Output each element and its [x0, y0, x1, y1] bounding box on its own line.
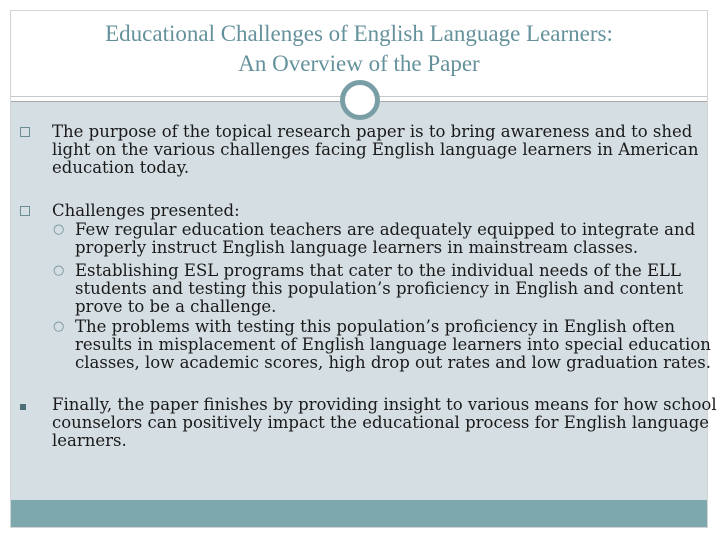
ring-bullet-icon: ○	[53, 263, 65, 278]
ring-bullet-icon: ○	[53, 222, 65, 237]
sub-bullet-teachers-line-1: Few regular education teachers are adequately equipped to integrate and	[75, 220, 696, 239]
sub-bullet-esl-line-1: Establishing ESL programs that cater to the individual needs of the ELL	[75, 261, 681, 280]
sub-bullet-testing-line-2: results in misplacement of English language learners into special education	[75, 335, 711, 354]
square-bullet-icon	[20, 396, 36, 414]
sub-bullet-testing-line-3: classes, low academic scores, high drop out rates and low graduation rates.	[75, 353, 711, 372]
sub-bullet-esl-line-3: prove to be a challenge.	[75, 297, 277, 316]
footer-bar	[11, 500, 707, 527]
checkbox-bullet-icon	[20, 202, 36, 220]
bullet-purpose-line-2: light on the various challenges facing English language learners in American	[52, 140, 699, 159]
sub-bullet-esl-line-2: students and testing this population’s proficiency in English and content	[75, 279, 684, 298]
ring-bullet-icon: ○	[53, 319, 65, 334]
bullet-finally-line-1: Finally, the paper finishes by providing insight to various means for how school	[52, 395, 717, 414]
sub-bullet-testing-line-1: The problems with testing this population’s proficiency in English often	[75, 317, 676, 336]
bullet-challenges-heading: Challenges presented:	[52, 201, 240, 220]
title-line-1: Educational Challenges of English Language Learners:	[105, 21, 613, 46]
title-line-2: An Overview of the Paper	[238, 51, 480, 76]
bullet-purpose-line-1: The purpose of the topical research paper is to bring awareness and to shed	[52, 122, 693, 141]
circle-ornament-icon	[340, 80, 380, 120]
sub-bullet-teachers-line-2: properly instruct English language learners in mainstream classes.	[75, 238, 639, 257]
bullet-purpose-line-3: education today.	[52, 158, 190, 177]
bullet-finally-line-2: counselors can positively impact the educational process for English language	[52, 413, 710, 432]
bullet-finally-line-3: learners.	[52, 431, 127, 450]
checkbox-bullet-icon	[20, 123, 36, 141]
